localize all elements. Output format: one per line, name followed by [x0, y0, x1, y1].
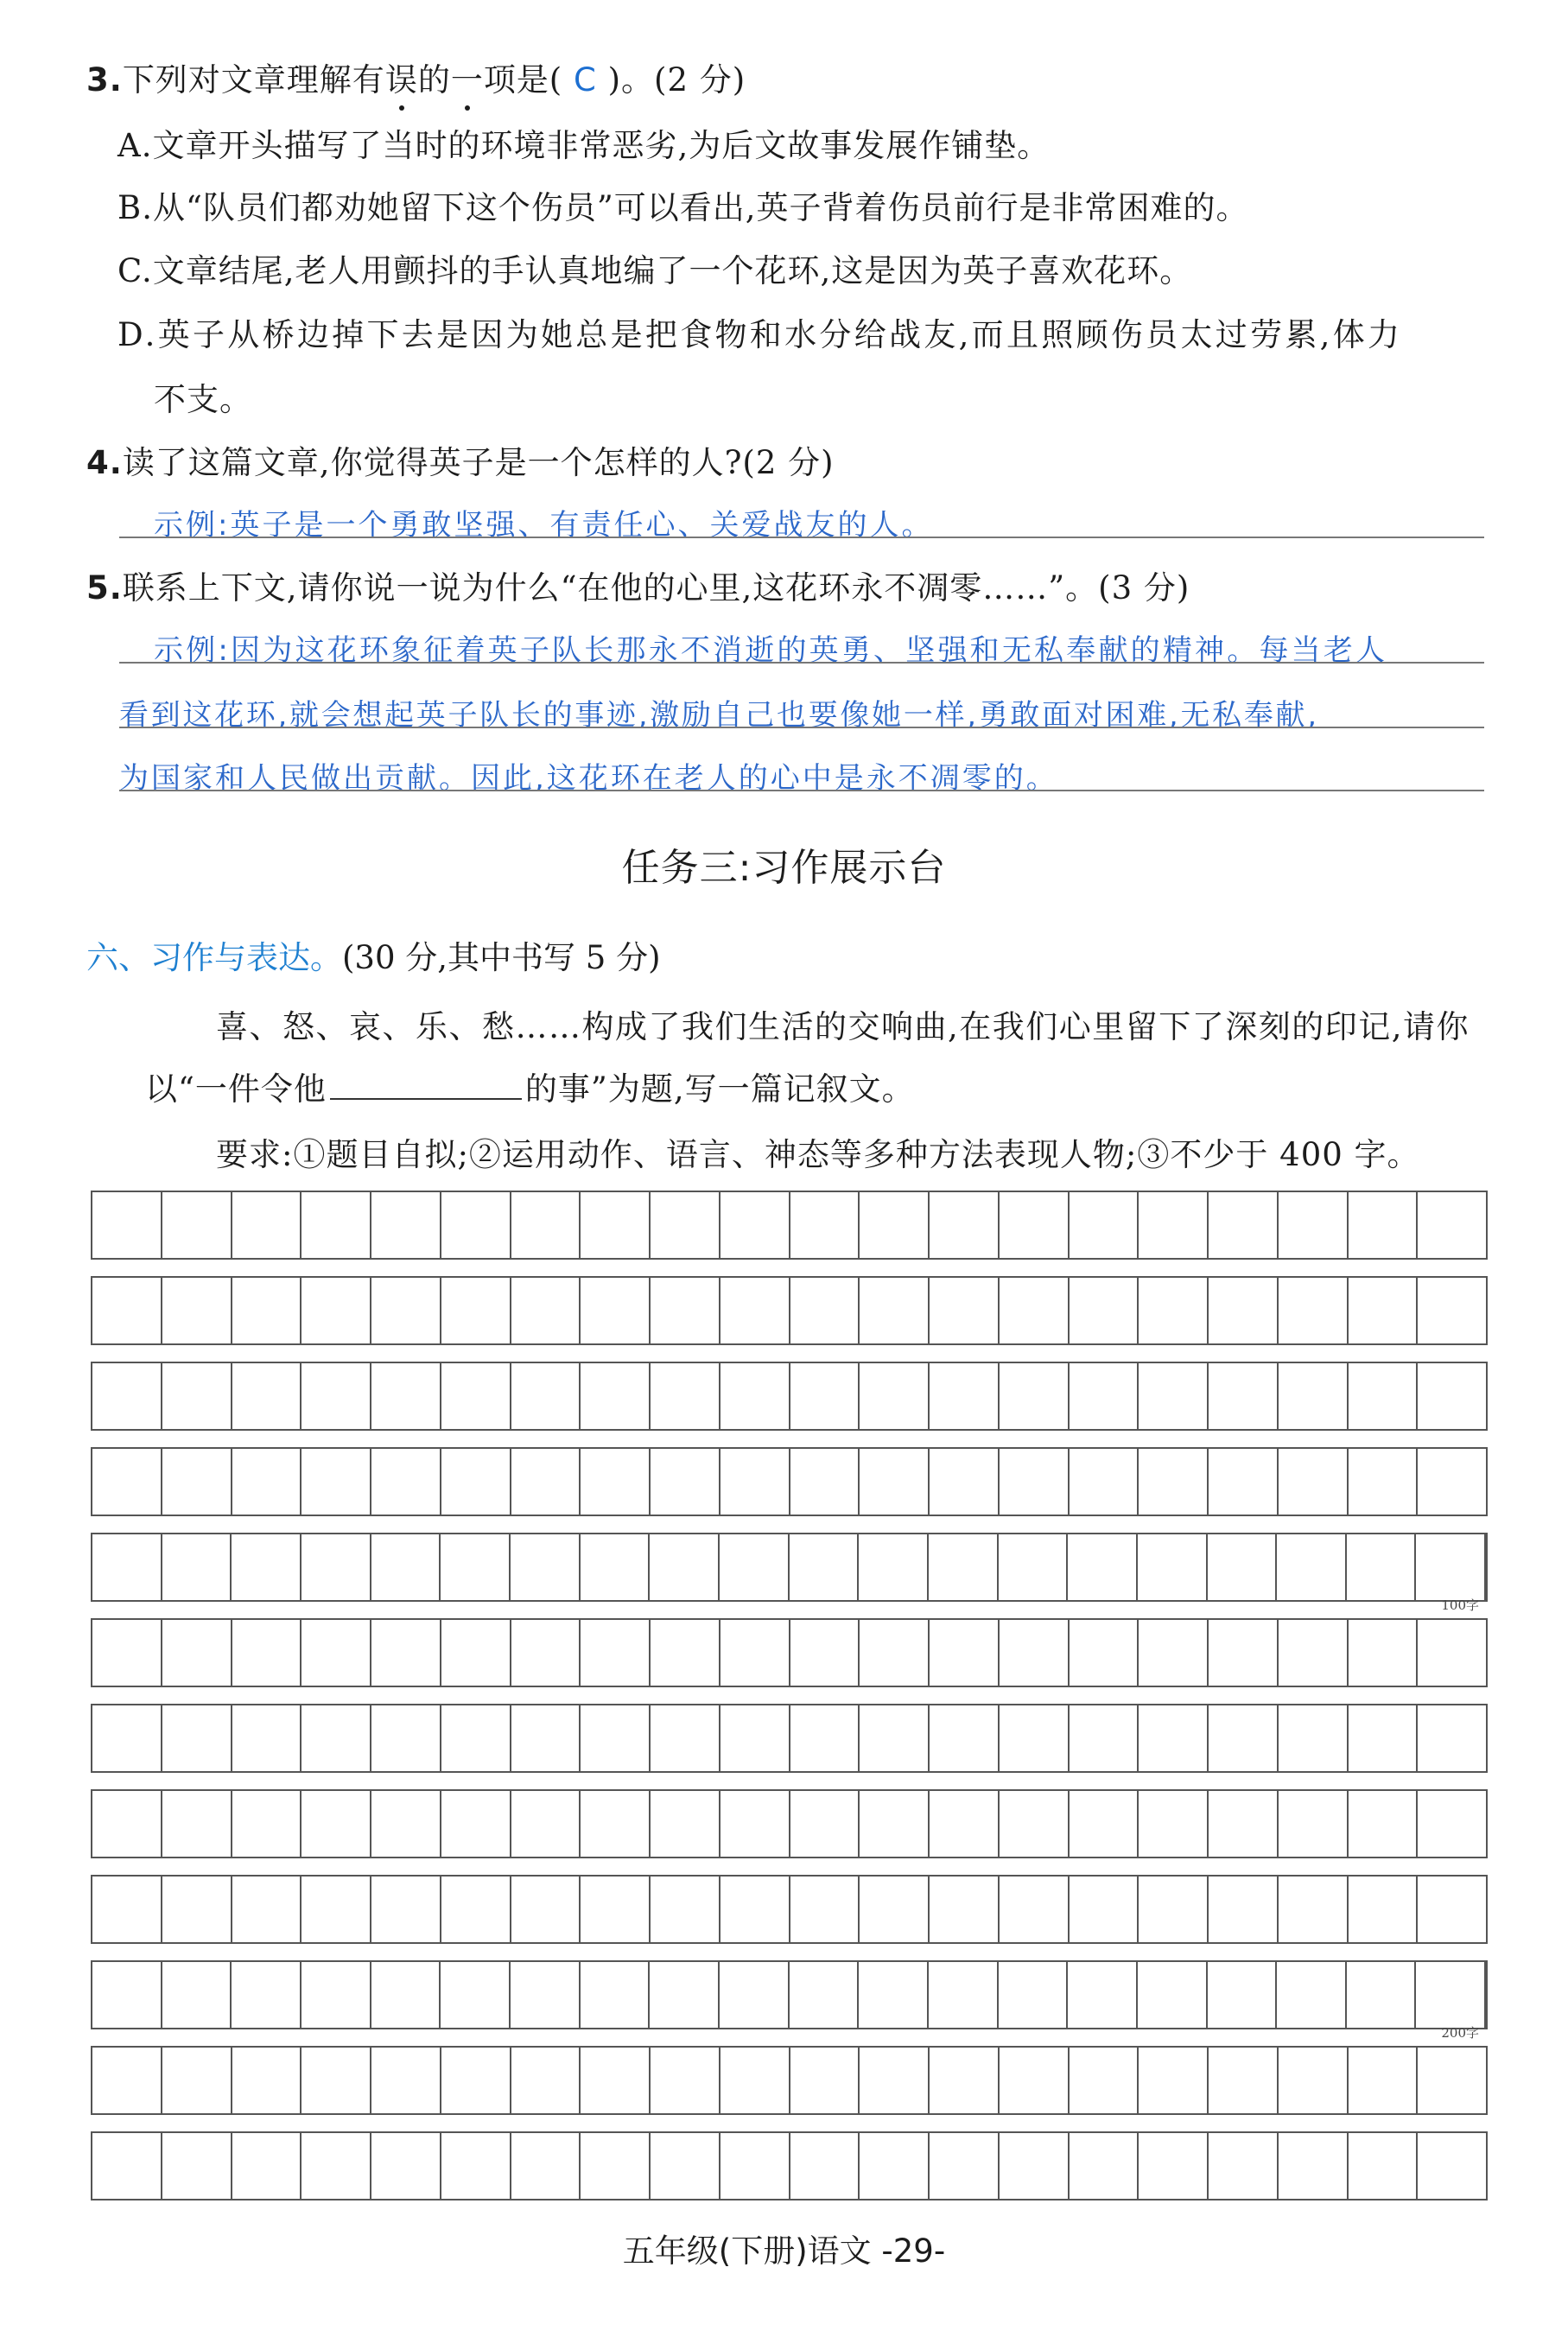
grid-cell[interactable] [232, 1877, 302, 1942]
grid-cell[interactable] [441, 1877, 511, 1942]
grid-cell[interactable] [581, 1278, 651, 1343]
grid-cell[interactable] [1068, 1962, 1138, 2028]
grid-cell[interactable] [1068, 1534, 1138, 1600]
grid-cell[interactable] [581, 1620, 651, 1686]
grid-cell[interactable] [581, 1877, 651, 1942]
grid-mark-200: 200字 [1441, 2025, 1479, 2041]
grid-cell[interactable] [441, 1705, 511, 1771]
grid-cell[interactable] [1000, 1620, 1070, 1686]
grid-cell[interactable] [302, 1877, 371, 1942]
grid-cell[interactable] [162, 2048, 232, 2113]
grid-cell[interactable] [92, 1620, 162, 1686]
grid-cell[interactable] [581, 1363, 651, 1429]
grid-cell[interactable] [162, 1192, 232, 1258]
grid-cell[interactable] [302, 1363, 371, 1429]
grid-cell[interactable] [162, 1877, 232, 1942]
grid-cell[interactable] [1416, 1534, 1486, 1600]
q3-stem-b: 的 [417, 61, 451, 98]
q5-number: 5. [86, 569, 123, 606]
grid-cell[interactable] [92, 1705, 162, 1771]
grid-cell[interactable] [511, 1534, 581, 1600]
q4-number: 4. [86, 444, 123, 481]
grid-cell[interactable] [1139, 1791, 1209, 1857]
grid-cell[interactable] [721, 1363, 790, 1429]
grid-cell[interactable] [1279, 1620, 1349, 1686]
grid-cell[interactable] [511, 1449, 581, 1515]
grid-cell[interactable] [790, 1620, 860, 1686]
q3-option-c: C.文章结尾,老人用颤抖的手认真地编了一个花环,这是因为英子喜欢花环。 [117, 252, 1193, 289]
grid-cell[interactable] [1000, 2133, 1070, 2199]
section6-para1: 喜、怒、哀、乐、愁……构成了我们生活的交响曲,在我们心里留下了深刻的印记,请你 [216, 1008, 1470, 1045]
grid-cell[interactable] [371, 1449, 441, 1515]
q3-stem-a: 下列对文章理解有 [122, 61, 385, 98]
q3-stem [86, 54, 746, 100]
grid-cell[interactable] [1209, 1705, 1279, 1771]
grid-cell[interactable] [581, 1534, 651, 1600]
grid-cell[interactable] [1418, 1705, 1486, 1771]
grid-cell[interactable] [1000, 1363, 1070, 1429]
grid-cell[interactable] [651, 2048, 721, 2113]
grid-cell[interactable] [1349, 1877, 1419, 1942]
q5-answer-line2: 看到这花环,就会想起英子队长的事迹,激励自己也要像她一样,勇敢面对困难,无私奉献, [119, 698, 1319, 733]
grid-cell[interactable] [860, 1363, 930, 1429]
grid-cell[interactable] [721, 1705, 790, 1771]
grid-cell[interactable] [371, 1705, 441, 1771]
grid-cell[interactable] [651, 1620, 721, 1686]
grid-cell[interactable] [92, 1534, 162, 1600]
grid-cell[interactable] [371, 1278, 441, 1343]
q4-answer-line [119, 537, 1484, 538]
grid-mark-100: 100字 [1441, 1597, 1479, 1613]
grid-cell[interactable] [651, 1363, 721, 1429]
grid-cell[interactable] [1279, 2048, 1349, 2113]
grid-cell[interactable] [302, 1791, 371, 1857]
grid-cell[interactable] [1139, 1363, 1209, 1429]
grid-cell[interactable] [721, 1278, 790, 1343]
grid-cell[interactable] [162, 1791, 232, 1857]
grid-cell[interactable] [1349, 1620, 1419, 1686]
title-blank [330, 1072, 522, 1100]
grid-cell[interactable] [232, 2133, 302, 2199]
grid-cell[interactable] [860, 1192, 930, 1258]
grid-cell[interactable] [232, 1278, 302, 1343]
grid-cell[interactable] [651, 1791, 721, 1857]
grid-cell[interactable] [1209, 1192, 1279, 1258]
grid-cell[interactable] [929, 1962, 999, 2028]
grid-row [91, 1447, 1488, 1516]
grid-cell[interactable] [790, 2048, 860, 2113]
grid-cell[interactable] [720, 1534, 790, 1600]
grid-cell[interactable] [1418, 2048, 1486, 2113]
grid-cell[interactable] [651, 1278, 721, 1343]
grid-cell[interactable] [92, 2133, 162, 2199]
grid-cell[interactable] [1209, 1877, 1279, 1942]
grid-cell[interactable] [1070, 1192, 1139, 1258]
grid-cell[interactable] [790, 1705, 860, 1771]
q3-stem-c: 项是( [483, 61, 563, 98]
grid-cell[interactable] [1349, 1192, 1419, 1258]
q5-answer-rule-1 [119, 662, 1484, 664]
grid-cell[interactable] [1347, 1962, 1417, 2028]
grid-row [91, 1276, 1488, 1345]
grid-cell[interactable] [1418, 2133, 1486, 2199]
grid-cell[interactable] [1070, 1791, 1139, 1857]
grid-cell[interactable] [1347, 1534, 1417, 1600]
grid-cell[interactable] [1138, 1534, 1208, 1600]
q3-option-a: A.文章开头描写了当时的环境非常恶劣,为后文故事发展作铺垫。 [117, 127, 1051, 164]
grid-cell[interactable] [1209, 1449, 1279, 1515]
grid-cell[interactable] [1000, 1877, 1070, 1942]
grid-cell[interactable] [371, 1192, 441, 1258]
grid-cell[interactable] [790, 1791, 860, 1857]
grid-cell[interactable] [511, 1705, 581, 1771]
grid-cell[interactable] [162, 1363, 232, 1429]
grid-cell[interactable] [1279, 1791, 1349, 1857]
grid-cell[interactable] [92, 1791, 162, 1857]
grid-cell[interactable] [1070, 2133, 1139, 2199]
grid-cell[interactable] [92, 1192, 162, 1258]
grid-cell[interactable] [721, 1192, 790, 1258]
grid-cell[interactable] [371, 2048, 441, 2113]
grid-cell[interactable] [1279, 1877, 1349, 1942]
grid-cell[interactable] [930, 1877, 1000, 1942]
grid-cell[interactable] [930, 1363, 1000, 1429]
grid-cell[interactable] [1349, 1363, 1419, 1429]
grid-cell[interactable] [790, 1534, 860, 1600]
grid-cell[interactable] [162, 1278, 232, 1343]
grid-cell[interactable] [162, 1620, 232, 1686]
task-title: 任务三:习作展示台 [621, 846, 947, 890]
grid-cell[interactable] [721, 1791, 790, 1857]
grid-cell[interactable] [511, 1962, 581, 2028]
grid-cell[interactable] [302, 1705, 371, 1771]
grid-cell[interactable] [930, 1791, 1000, 1857]
grid-cell[interactable] [1418, 1877, 1486, 1942]
grid-cell[interactable] [930, 1192, 1000, 1258]
grid-cell[interactable] [1070, 1449, 1139, 1515]
q4-stem-text: 读了这篇文章,你觉得英子是一个怎样的人?(2 分) [122, 444, 835, 481]
grid-cell[interactable] [441, 1449, 511, 1515]
grid-cell[interactable] [650, 1962, 720, 2028]
grid-cell[interactable] [651, 1192, 721, 1258]
grid-cell[interactable] [232, 2048, 302, 2113]
grid-cell[interactable] [1209, 1620, 1279, 1686]
grid-cell[interactable] [651, 1877, 721, 1942]
grid-cell[interactable] [860, 1449, 930, 1515]
grid-cell[interactable] [1418, 1192, 1486, 1258]
grid-cell[interactable] [162, 1534, 232, 1600]
grid-cell[interactable] [1000, 1791, 1070, 1857]
grid-cell[interactable] [511, 1192, 581, 1258]
grid-cell[interactable] [92, 1877, 162, 1942]
grid-cell[interactable] [790, 1877, 860, 1942]
grid-row [91, 1618, 1488, 1687]
grid-cell[interactable] [999, 1962, 1069, 2028]
section6-heading [86, 931, 661, 978]
q4-stem [86, 436, 835, 483]
grid-cell[interactable] [92, 2048, 162, 2113]
grid-cell[interactable] [859, 1534, 929, 1600]
grid-cell[interactable] [441, 1962, 511, 2028]
grid-cell[interactable] [511, 1278, 581, 1343]
grid-cell[interactable] [1418, 1620, 1486, 1686]
section6-para2 [145, 1063, 915, 1109]
grid-cell[interactable] [1418, 1449, 1486, 1515]
q3-answer: C [562, 61, 608, 98]
grid-cell[interactable] [1209, 2133, 1279, 2199]
grid-cell[interactable] [1000, 1705, 1070, 1771]
grid-cell[interactable] [1279, 1192, 1349, 1258]
q5-answer-line3: 为国家和人民做出贡献。因此,这花环在老人的心中是永不凋零的。 [119, 761, 1058, 796]
q3-option-d-line2: 不支。 [154, 381, 252, 418]
grid-cell[interactable] [1000, 1278, 1070, 1343]
grid-cell[interactable] [92, 1449, 162, 1515]
grid-cell[interactable] [1139, 1620, 1209, 1686]
section6-requirements: 要求:①题目自拟;②运用动作、语言、神态等多种方法表现人物;③不少于 400 字。 [216, 1136, 1420, 1173]
grid-cell[interactable] [859, 1962, 929, 2028]
grid-cell[interactable] [1209, 2048, 1279, 2113]
grid-cell[interactable] [371, 1363, 441, 1429]
grid-cell[interactable] [302, 1192, 371, 1258]
grid-cell[interactable] [441, 2133, 511, 2199]
grid-cell[interactable] [441, 1791, 511, 1857]
grid-cell[interactable] [302, 2048, 371, 2113]
grid-cell[interactable] [511, 2048, 581, 2113]
grid-cell[interactable] [302, 1278, 371, 1343]
grid-cell[interactable] [581, 1192, 651, 1258]
grid-cell[interactable] [721, 1620, 790, 1686]
grid-cell[interactable] [930, 1705, 1000, 1771]
grid-cell[interactable] [790, 1192, 860, 1258]
grid-cell[interactable] [1418, 1363, 1486, 1429]
grid-row [91, 1362, 1488, 1431]
grid-cell[interactable] [720, 1962, 790, 2028]
grid-cell[interactable] [302, 1620, 371, 1686]
page-footer: 五年级(下册)语文 -29- [622, 2232, 946, 2270]
grid-cell[interactable] [1349, 2048, 1419, 2113]
grid-cell[interactable] [581, 1449, 651, 1515]
grid-cell[interactable] [1070, 1620, 1139, 1686]
grid-cell[interactable] [441, 1278, 511, 1343]
grid-cell[interactable] [162, 1449, 232, 1515]
grid-cell[interactable] [790, 2133, 860, 2199]
grid-cell[interactable] [860, 1791, 930, 1857]
q5-answer-line1: 示例:因为这花环象征着英子队长那永不消逝的英勇、坚强和无私奉献的精神。每当老人 [154, 633, 1388, 668]
grid-cell[interactable] [581, 1791, 651, 1857]
grid-cell[interactable] [930, 1278, 1000, 1343]
q5-stem-text: 联系上下文,请你说一说为什么“在他的心里,这花环永不凋零……”。(3 分) [122, 569, 1190, 606]
writing-grid[interactable] [91, 1191, 1488, 2200]
section6-points: (30 分,其中书写 5 分) [342, 939, 661, 976]
grid-cell[interactable] [302, 2133, 371, 2199]
grid-cell[interactable] [1279, 1278, 1349, 1343]
section6-para2-a: 以“一件令他 [145, 1070, 327, 1108]
grid-cell[interactable] [371, 1791, 441, 1857]
grid-cell[interactable] [860, 1705, 930, 1771]
q5-answer-rule-2 [119, 727, 1484, 728]
grid-cell[interactable] [1418, 1791, 1486, 1857]
grid-cell[interactable] [232, 1449, 302, 1515]
grid-cell[interactable] [1070, 1363, 1139, 1429]
grid-cell[interactable] [929, 1534, 999, 1600]
grid-row [91, 2046, 1488, 2115]
grid-cell[interactable] [92, 1363, 162, 1429]
grid-cell[interactable] [232, 1791, 302, 1857]
grid-cell[interactable] [790, 1278, 860, 1343]
grid-cell[interactable] [232, 1705, 302, 1771]
grid-cell[interactable] [162, 1962, 232, 2028]
grid-cell[interactable] [232, 1620, 302, 1686]
grid-cell[interactable] [371, 1962, 441, 2028]
grid-cell[interactable] [650, 1534, 720, 1600]
grid-cell[interactable] [860, 1278, 930, 1343]
grid-cell[interactable] [371, 1534, 441, 1600]
grid-cell[interactable] [790, 1962, 860, 2028]
grid-cell[interactable] [1139, 1705, 1209, 1771]
grid-row [91, 1875, 1488, 1944]
grid-cell[interactable] [1070, 1705, 1139, 1771]
grid-cell[interactable] [511, 2133, 581, 2199]
grid-cell[interactable] [1349, 1449, 1419, 1515]
grid-cell[interactable] [721, 2133, 790, 2199]
grid-cell[interactable] [511, 1620, 581, 1686]
grid-cell[interactable] [860, 1877, 930, 1942]
grid-cell[interactable] [1000, 1449, 1070, 1515]
grid-cell[interactable] [860, 2048, 930, 2113]
grid-cell[interactable] [441, 1363, 511, 1429]
grid-cell[interactable] [511, 1363, 581, 1429]
grid-cell[interactable] [441, 1192, 511, 1258]
grid-cell[interactable] [651, 1449, 721, 1515]
grid-cell[interactable] [581, 2133, 651, 2199]
grid-cell[interactable] [92, 1278, 162, 1343]
grid-cell[interactable] [1349, 2133, 1419, 2199]
grid-cell[interactable] [860, 1620, 930, 1686]
grid-cell[interactable] [511, 1791, 581, 1857]
grid-cell[interactable] [790, 1363, 860, 1429]
grid-cell[interactable] [999, 1534, 1069, 1600]
grid-cell[interactable] [371, 1877, 441, 1942]
grid-cell[interactable] [790, 1449, 860, 1515]
grid-cell[interactable] [930, 2048, 1000, 2113]
grid-cell[interactable] [721, 1449, 790, 1515]
grid-cell[interactable] [1416, 1962, 1486, 2028]
q3-stem-d: )。(2 分) [607, 61, 746, 98]
grid-cell[interactable] [1139, 1877, 1209, 1942]
grid-cell[interactable] [441, 2048, 511, 2113]
grid-cell[interactable] [1349, 1791, 1419, 1857]
grid-cell[interactable] [1209, 1278, 1279, 1343]
grid-cell[interactable] [302, 1534, 371, 1600]
grid-row [91, 1704, 1488, 1773]
grid-cell[interactable] [511, 1877, 581, 1942]
q3-stem-emphasis-2: 一 [451, 54, 484, 100]
grid-cell[interactable] [1070, 1278, 1139, 1343]
grid-cell[interactable] [1000, 2048, 1070, 2113]
grid-cell[interactable] [162, 1705, 232, 1771]
grid-cell[interactable] [1279, 1363, 1349, 1429]
q4-answer: 示例:英子是一个勇敢坚强、有责任心、关爱战友的人。 [154, 508, 934, 543]
grid-cell[interactable] [1070, 1877, 1139, 1942]
grid-row [91, 1191, 1488, 1260]
section6-para2-b: 的事”为题,写一篇记叙文。 [524, 1070, 915, 1108]
grid-cell[interactable] [302, 1962, 371, 2028]
grid-cell[interactable] [232, 1363, 302, 1429]
grid-cell[interactable] [860, 2133, 930, 2199]
grid-cell[interactable] [1139, 2048, 1209, 2113]
grid-cell[interactable] [1000, 1192, 1070, 1258]
grid-cell[interactable] [581, 1705, 651, 1771]
section6-heading-text: 六、习作与表达。 [86, 939, 342, 976]
grid-cell[interactable] [162, 2133, 232, 2199]
grid-cell[interactable] [930, 1449, 1000, 1515]
grid-cell[interactable] [1349, 1278, 1419, 1343]
grid-cell[interactable] [1208, 1962, 1278, 2028]
grid-row [91, 2131, 1488, 2200]
grid-cell[interactable] [1139, 1278, 1209, 1343]
grid-cell[interactable] [1279, 1449, 1349, 1515]
grid-cell[interactable] [232, 1962, 302, 2028]
q3-stem-emphasis-1: 误 [385, 54, 418, 100]
grid-cell[interactable] [371, 1620, 441, 1686]
grid-cell[interactable] [721, 2048, 790, 2113]
grid-cell[interactable] [441, 1534, 511, 1600]
grid-cell[interactable] [1138, 1962, 1208, 2028]
q5-stem [86, 562, 1190, 608]
grid-cell[interactable] [930, 2133, 1000, 2199]
grid-cell[interactable] [1279, 1705, 1349, 1771]
grid-row [91, 1789, 1488, 1858]
grid-cell[interactable] [92, 1962, 162, 2028]
grid-cell[interactable] [1277, 1534, 1347, 1600]
grid-cell[interactable] [1070, 2048, 1139, 2113]
grid-cell[interactable] [1139, 1449, 1209, 1515]
grid-cell[interactable] [1139, 2133, 1209, 2199]
grid-cell[interactable] [1209, 1791, 1279, 1857]
q3-option-d-line1: D.英子从桥边掉下去是因为她总是把食物和水分给战友,而且照顾伤员太过劳累,体力 [117, 316, 1403, 353]
grid-cell[interactable] [581, 2048, 651, 2113]
grid-cell[interactable] [1208, 1534, 1278, 1600]
q3-option-b: B.从“队员们都劝她留下这个伤员”可以看出,英子背着伤员前行是非常困难的。 [117, 189, 1249, 226]
grid-cell[interactable] [1139, 1192, 1209, 1258]
grid-cell[interactable] [1277, 1962, 1347, 2028]
grid-cell[interactable] [721, 1877, 790, 1942]
grid-cell[interactable] [371, 2133, 441, 2199]
q5-answer-rule-3 [119, 790, 1484, 791]
grid-cell[interactable] [302, 1449, 371, 1515]
grid-cell[interactable] [1349, 1705, 1419, 1771]
grid-row [91, 1960, 1488, 2041]
grid-cell[interactable] [1418, 1278, 1486, 1343]
grid-cell[interactable] [651, 2133, 721, 2199]
q3-number: 3. [86, 61, 123, 98]
grid-cell[interactable] [1209, 1363, 1279, 1429]
grid-cell[interactable] [232, 1534, 302, 1600]
grid-cell[interactable] [930, 1620, 1000, 1686]
grid-cell[interactable] [441, 1620, 511, 1686]
grid-cell[interactable] [651, 1705, 721, 1771]
grid-cell[interactable] [232, 1192, 302, 1258]
grid-cell[interactable] [581, 1962, 651, 2028]
grid-row [91, 1533, 1488, 1613]
grid-cell[interactable] [1279, 2133, 1349, 2199]
